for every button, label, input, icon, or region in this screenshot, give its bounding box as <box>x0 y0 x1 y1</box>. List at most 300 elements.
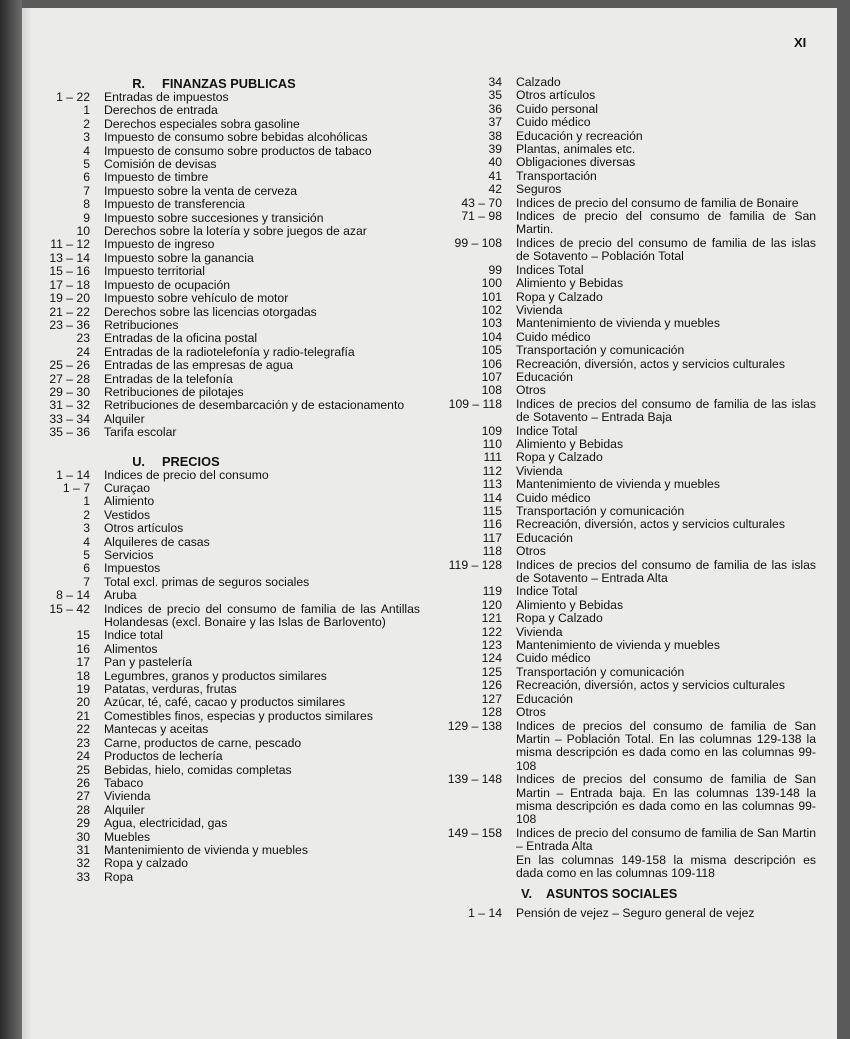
column-number-range: 35 – 36 <box>49 425 90 440</box>
section-title: PRECIOS <box>162 453 220 469</box>
column-number-range: 27 – 28 <box>49 371 90 386</box>
index-entry <box>40 252 420 265</box>
entry-description: Indices Total <box>516 262 584 277</box>
entry-description: Productos de lechería <box>104 749 223 764</box>
section-letter: V. <box>521 886 532 902</box>
index-entry <box>426 478 816 491</box>
index-entry <box>40 413 420 426</box>
column-number-range: 27 <box>76 789 90 804</box>
entry-description: Educación y recreación <box>516 128 643 143</box>
column-number-range: 6 <box>83 561 90 576</box>
column-number-range: 5 <box>83 157 90 172</box>
column-number-range: 41 <box>488 168 502 183</box>
section-heading <box>40 454 420 469</box>
column-number-range: 122 <box>481 624 502 639</box>
entry-description: Alimiento y Bebidas <box>516 597 624 612</box>
section-title: FINANZAS PUBLICAS <box>162 76 296 91</box>
entry-description: Ropa y calzado <box>104 856 189 871</box>
entry-description: Pan y pastelería <box>104 655 193 670</box>
entry-description: Transportación y comunicación <box>516 664 685 679</box>
entry-description: Impuesto de ocupación <box>104 277 231 292</box>
entry-description: Indices de precios del consumo de familia de las islas de Sotavento – Entrada Alta <box>516 557 816 586</box>
index-entry <box>40 399 420 412</box>
entry-description: Mantenimiento de vivienda y muebles <box>516 316 720 331</box>
entry-description: Entradas de las empresas de agua <box>104 358 294 373</box>
entry-description: Legumbres, granos y productos similares <box>104 668 327 683</box>
column-number-range: 124 <box>481 651 502 666</box>
entry-description: Vivienda <box>516 302 563 317</box>
column-number-range: 16 <box>76 641 90 656</box>
entry-description: Indices de precio del consumo de familia de San Martin – Entrada Alta <box>516 825 816 854</box>
index-entry <box>426 639 816 652</box>
entry-description: Carne, productos de carne, pescado <box>104 735 302 750</box>
index-entry <box>40 198 420 211</box>
column-number-range: 112 <box>482 463 502 478</box>
entry-description: Seguros <box>516 182 562 197</box>
entry-description: Vestidos <box>104 507 151 522</box>
entry-description: Comestibles finos, especias y productos similares <box>104 708 373 723</box>
column-number-range: 35 <box>488 88 502 103</box>
index-entry <box>40 279 420 292</box>
entry-description: Derechos sobre la lotería y sobre juegos de azar <box>104 224 367 239</box>
index-entry <box>40 469 420 482</box>
column-number-range: 109 – 118 <box>448 396 502 411</box>
column-number-range: 34 <box>488 75 502 89</box>
entry-description: Impuesto sobre vehículo de motor <box>104 291 289 306</box>
index-column-right <box>426 76 816 921</box>
entry-description: Entradas de la telefonía <box>104 371 233 386</box>
index-entry <box>426 679 816 692</box>
column-number-range: 33 – 34 <box>49 411 90 426</box>
section-heading <box>40 76 420 91</box>
column-number-range: 38 <box>488 128 502 143</box>
entry-description: Impuesto de transferencia <box>104 197 245 212</box>
index-entry <box>40 871 420 884</box>
column-number-range: 33 <box>76 869 90 884</box>
entry-description: Calzado <box>516 75 561 89</box>
entry-description: Muebles <box>104 829 151 844</box>
column-number-range: 123 <box>481 638 502 653</box>
column-number-range: 110 <box>482 436 502 451</box>
entry-description: Ropa y Calzado <box>516 611 603 626</box>
index-entry <box>426 559 816 586</box>
index-entry <box>426 505 816 518</box>
index-entry <box>40 696 420 709</box>
entry-description: Vivienda <box>104 789 151 804</box>
entry-description: Otros artículos <box>516 88 596 103</box>
index-entry <box>426 693 816 706</box>
column-number-range: 6 <box>83 170 90 185</box>
index-entry <box>40 158 420 171</box>
column-number-range: 126 <box>481 678 502 693</box>
column-number-range: 121 <box>481 611 502 626</box>
column-number-range: 37 <box>488 115 502 130</box>
column-number-range: 105 <box>481 343 502 358</box>
section-letter: U. <box>132 453 145 469</box>
index-entry <box>426 626 816 639</box>
column-number-range: 103 <box>481 316 502 331</box>
column-number-range: 3 <box>83 130 90 145</box>
column-number-range: 9 <box>83 210 90 225</box>
column-number-range: 17 – 18 <box>49 277 90 292</box>
index-entry <box>426 358 816 371</box>
index-entry <box>40 737 420 750</box>
index-entry <box>40 750 420 763</box>
entry-description: Transportación <box>516 168 597 183</box>
index-entry <box>426 652 816 665</box>
column-number-range: 108 <box>481 383 502 398</box>
index-entry <box>40 185 420 198</box>
column-number-range: 21 – 22 <box>49 304 90 319</box>
column-number-range: 10 <box>76 224 90 239</box>
index-entry <box>40 118 420 131</box>
column-number-range: 17 <box>76 655 90 670</box>
entry-description: Recreación, diversión, actos y servicios culturales <box>516 356 785 371</box>
entry-description: Plantas, animales etc. <box>516 142 636 157</box>
column-number-range: 22 <box>76 722 90 737</box>
entry-description: Agua, electricidad, gas <box>104 816 228 831</box>
entry-description: Comisión de devisas <box>104 157 217 172</box>
index-entry <box>426 518 816 531</box>
index-entry <box>40 549 420 562</box>
entry-description: Ropa y Calzado <box>516 450 603 465</box>
section-spacer <box>40 440 420 454</box>
index-entry <box>426 143 816 156</box>
index-entry <box>426 264 816 277</box>
entry-description: Alquiler <box>104 802 145 817</box>
index-entry <box>426 331 816 344</box>
index-entry <box>40 482 420 495</box>
index-entry <box>426 210 816 237</box>
entry-description: Impuesto territorial <box>104 264 205 279</box>
entry-description: Azúcar, té, café, cacao y productos similares <box>104 695 346 710</box>
entry-description: Transportación y comunicación <box>516 504 685 518</box>
column-number-range: 21 <box>76 708 90 723</box>
index-entry <box>426 451 816 464</box>
column-number-range: 4 <box>83 534 90 549</box>
index-entry <box>40 386 420 399</box>
column-number-range: 106 <box>481 356 502 371</box>
column-number-range: 128 <box>481 705 502 720</box>
entry-description: Mantenimiento de vivienda y muebles <box>104 842 308 857</box>
entry-description: Educación <box>516 530 573 545</box>
index-entry <box>40 831 420 844</box>
index-entry <box>40 104 420 117</box>
index-entry <box>40 589 420 602</box>
entry-description: Ropa y Calzado <box>516 289 603 304</box>
section-heading <box>426 886 816 901</box>
column-number-range: 71 – 98 <box>461 209 502 224</box>
index-entry <box>40 91 420 104</box>
index-entry <box>426 612 816 625</box>
index-entry <box>426 827 816 854</box>
index-entry <box>426 599 816 612</box>
index-entry <box>40 777 420 790</box>
entry-description: Otros <box>516 544 546 559</box>
index-entry <box>40 576 420 589</box>
index-entry <box>426 76 816 89</box>
column-number-range: 13 – 14 <box>49 250 90 265</box>
entry-description: Recreación, diversión, actos y servicios culturales <box>516 678 785 693</box>
column-number-range: 116 <box>482 517 502 532</box>
column-number-range: 26 <box>76 775 90 790</box>
entry-description: Vivienda <box>516 624 563 639</box>
column-number-range: 119 <box>482 584 502 599</box>
entry-description: Indices de precio del consumo de familia de las islas de Sotavento – Población Total <box>516 235 816 264</box>
index-entry <box>40 346 420 359</box>
entry-description: Impuesto de consumo sobre productos de tabaco <box>104 143 372 158</box>
entry-description: Cuido médico <box>516 329 591 344</box>
column-number-range: 5 <box>83 548 90 562</box>
index-entry <box>40 306 420 319</box>
column-number-range: 1 – 22 <box>56 90 90 104</box>
column-number-range: 39 <box>488 142 502 157</box>
entry-description: Impuestos <box>104 561 161 576</box>
column-number-range: 31 <box>76 842 90 857</box>
index-entry <box>426 116 816 129</box>
index-entry <box>40 536 420 549</box>
index-entry <box>426 773 816 827</box>
index-entry <box>426 465 816 478</box>
entry-description: Curaçao <box>104 480 151 495</box>
index-entry <box>40 764 420 777</box>
entry-description: Bebidas, hielo, comidas completas <box>104 762 292 777</box>
entry-description: Indice Total <box>516 423 578 438</box>
column-number-range: 114 <box>482 490 502 505</box>
index-entry <box>426 384 816 397</box>
index-entry <box>426 344 816 357</box>
page-gutter-shadow <box>22 8 32 1039</box>
index-entry <box>426 237 816 264</box>
index-entry <box>426 438 816 451</box>
column-number-range: 24 <box>76 344 90 359</box>
column-number-range: 100 <box>481 276 502 291</box>
index-entry <box>426 666 816 679</box>
entry-description: Cuido médico <box>516 651 591 666</box>
index-entry <box>426 492 816 505</box>
column-number-range: 99 – 108 <box>454 235 502 250</box>
entry-description: Educación <box>516 369 573 384</box>
column-number-range: 2 <box>83 116 90 131</box>
column-number-range: 99 <box>488 262 502 277</box>
index-entry <box>40 292 420 305</box>
entry-description: Patatas, verduras, frutas <box>104 682 237 697</box>
index-entry <box>426 197 816 210</box>
entry-description: Alimiento y Bebidas <box>516 436 624 451</box>
binding-edge <box>0 0 22 1039</box>
entry-description: Entradas de impuestos <box>104 90 229 104</box>
column-number-range: 1 <box>83 494 90 509</box>
entry-description: Transportación y comunicación <box>516 343 685 358</box>
index-entry <box>40 332 420 345</box>
column-number-range: 127 <box>481 691 502 706</box>
column-number-range: 18 <box>76 668 90 683</box>
index-entry <box>40 844 420 857</box>
entry-description: Mantenimiento de vivienda y muebles <box>516 638 720 653</box>
entry-description: Impuesto sobre la venta de cerveza <box>104 183 298 198</box>
index-entry <box>40 683 420 696</box>
index-entry <box>426 720 816 774</box>
index-entry <box>40 804 420 817</box>
index-entry <box>426 317 816 330</box>
column-number-range: 40 <box>488 155 502 170</box>
entry-description: Obligaciones diversas <box>516 155 636 170</box>
column-number-range: 8 – 14 <box>56 588 90 603</box>
index-entry <box>40 265 420 278</box>
index-entry <box>40 145 420 158</box>
entry-description: Indice total <box>104 628 163 643</box>
column-number-range: 4 <box>83 143 90 158</box>
index-entry <box>40 509 420 522</box>
entry-description: Entradas de la oficina postal <box>104 331 258 346</box>
entry-description: Retribuciones de pilotajes <box>104 384 244 399</box>
index-entry <box>40 643 420 656</box>
document-page <box>22 8 837 1039</box>
column-number-range: 117 <box>482 530 502 545</box>
index-entry <box>40 670 420 683</box>
index-entry <box>40 656 420 669</box>
column-number-range: 104 <box>481 329 502 344</box>
index-entry <box>426 304 816 317</box>
column-number-range: 119 – 128 <box>448 557 502 572</box>
entry-description: Indice Total <box>516 584 578 599</box>
entry-description: Alimentos <box>104 641 158 656</box>
index-entry <box>40 171 420 184</box>
index-entry <box>426 103 816 116</box>
column-number-range: 1 – 14 <box>468 906 502 921</box>
entry-description: Indices de precios del consumo de familia de San Martin – Entrada baja. En las columnas 139-148 la misma descripción es dada como en las columnas 99-108 <box>516 772 816 827</box>
entry-description: Total excl. primas de seguros sociales <box>104 574 310 589</box>
column-number-range: 139 – 148 <box>447 772 502 787</box>
index-entry <box>426 89 816 102</box>
column-number-range: 15 – 16 <box>49 264 90 279</box>
entry-description: Entradas de la radiotelefonía y radio-telegrafía <box>104 344 355 359</box>
index-entry <box>40 817 420 830</box>
entry-description: Indices de precio del consumo de familia de Bonaire <box>516 195 799 210</box>
index-entry <box>40 426 420 439</box>
entry-description: Impuesto de timbre <box>104 170 209 185</box>
index-entry <box>40 790 420 803</box>
entry-description: Indices de precio del consumo de familia de las Antillas Holandesas (excl. Bonaire y las Islas de Barlovento) <box>104 601 420 630</box>
index-entry <box>40 212 420 225</box>
index-entry <box>426 291 816 304</box>
entry-description: Cuido médico <box>516 490 591 505</box>
column-number-range: 109 <box>481 423 502 438</box>
index-entry <box>426 585 816 598</box>
column-number-range: 3 <box>83 521 90 536</box>
column-number-range: 20 <box>76 695 90 710</box>
index-entry <box>426 425 816 438</box>
entry-description: Otros artículos <box>104 521 184 536</box>
index-entry <box>426 545 816 558</box>
entry-description: Vivienda <box>516 463 563 478</box>
index-entry <box>40 723 420 736</box>
entry-description: Impuesto sobre la ganancia <box>104 250 254 265</box>
column-number-range: 129 – 138 <box>447 718 502 733</box>
entry-description: Cuido personal <box>516 101 598 116</box>
entry-description: Mantenimiento de vivienda y muebles <box>516 477 720 492</box>
entry-description: En las columnas 149-158 la misma descripción es dada como en las columnas 109-118 <box>516 852 816 880</box>
entry-description: Indices de precio del consumo de familia de San Martin. <box>516 209 816 237</box>
index-entry <box>426 371 816 384</box>
column-number-range: 102 <box>481 302 502 317</box>
column-number-range: 36 <box>488 101 502 116</box>
column-number-range: 149 – 158 <box>447 825 502 840</box>
column-number-range: 23 <box>76 331 90 346</box>
column-number-range: 29 – 30 <box>49 384 90 399</box>
index-entry <box>40 319 420 332</box>
column-number-range: 25 <box>76 762 90 777</box>
index-entry <box>40 225 420 238</box>
index-entry <box>426 706 816 719</box>
index-entry <box>426 156 816 169</box>
index-entry <box>426 183 816 196</box>
column-number-range: 115 <box>482 504 502 518</box>
column-number-range: 42 <box>488 182 502 197</box>
entry-description: Tabaco <box>104 775 144 790</box>
index-entry <box>426 907 816 920</box>
column-number-range: 1 – 14 <box>56 467 90 482</box>
entry-description: Pensión de vejez – Seguro general de vejez <box>516 906 755 921</box>
entry-description: Cuido médico <box>516 115 591 130</box>
column-number-range: 107 <box>481 369 502 384</box>
entry-description: Retribuciones <box>104 317 179 332</box>
column-number-range: 120 <box>481 597 502 612</box>
entry-description: Derechos de entrada <box>104 103 218 118</box>
index-entry <box>40 359 420 372</box>
column-number-range: 111 <box>483 450 502 465</box>
entry-description: Tarifa escolar <box>104 425 177 440</box>
index-entry <box>426 130 816 143</box>
column-number-range: 8 <box>83 197 90 212</box>
column-number-range: 23 – 36 <box>49 317 90 332</box>
entry-description: Retribuciones de desembarcación y de estacionamento <box>104 398 405 413</box>
entry-description: Derechos sobre las licencias otorgadas <box>104 304 317 319</box>
page-number: XI <box>794 35 807 50</box>
entry-description: Indices de precios del consumo de familia de las islas de Sotavento – Entrada Baja <box>516 396 816 425</box>
section-letter: R. <box>132 76 145 91</box>
entry-description: Alquiler <box>104 411 145 426</box>
column-number-range: 11 – 12 <box>50 237 90 252</box>
index-entry <box>426 532 816 545</box>
index-entry <box>40 857 420 870</box>
entry-description: Aruba <box>104 588 137 603</box>
column-number-range: 30 <box>76 829 90 844</box>
column-number-range: 19 <box>76 682 90 697</box>
column-number-range: 31 – 32 <box>49 398 90 413</box>
section-title: ASUNTOS SOCIALES <box>546 886 678 902</box>
index-entry <box>426 170 816 183</box>
index-entry <box>40 629 420 642</box>
column-number-range: 28 <box>76 802 90 817</box>
index-entry <box>40 495 420 508</box>
entry-description: Otros <box>516 383 546 398</box>
index-entry <box>426 277 816 290</box>
entry-description: Otros <box>516 705 546 720</box>
entry-description: Indices de precio del consumo <box>104 467 269 482</box>
index-entry <box>40 522 420 535</box>
column-number-range: 43 – 70 <box>461 195 502 210</box>
entry-description: Recreación, diversión, actos y servicios culturales <box>516 517 785 532</box>
column-number-range: 19 – 20 <box>49 291 90 306</box>
entry-description: Educación <box>516 691 573 706</box>
entry-description: Alimiento y Bebidas <box>516 276 624 291</box>
entry-description: Ropa <box>104 869 134 884</box>
column-number-range: 1 – 7 <box>62 480 90 495</box>
column-number-range: 1 <box>83 103 90 118</box>
index-entry <box>40 373 420 386</box>
index-entry <box>40 603 420 630</box>
